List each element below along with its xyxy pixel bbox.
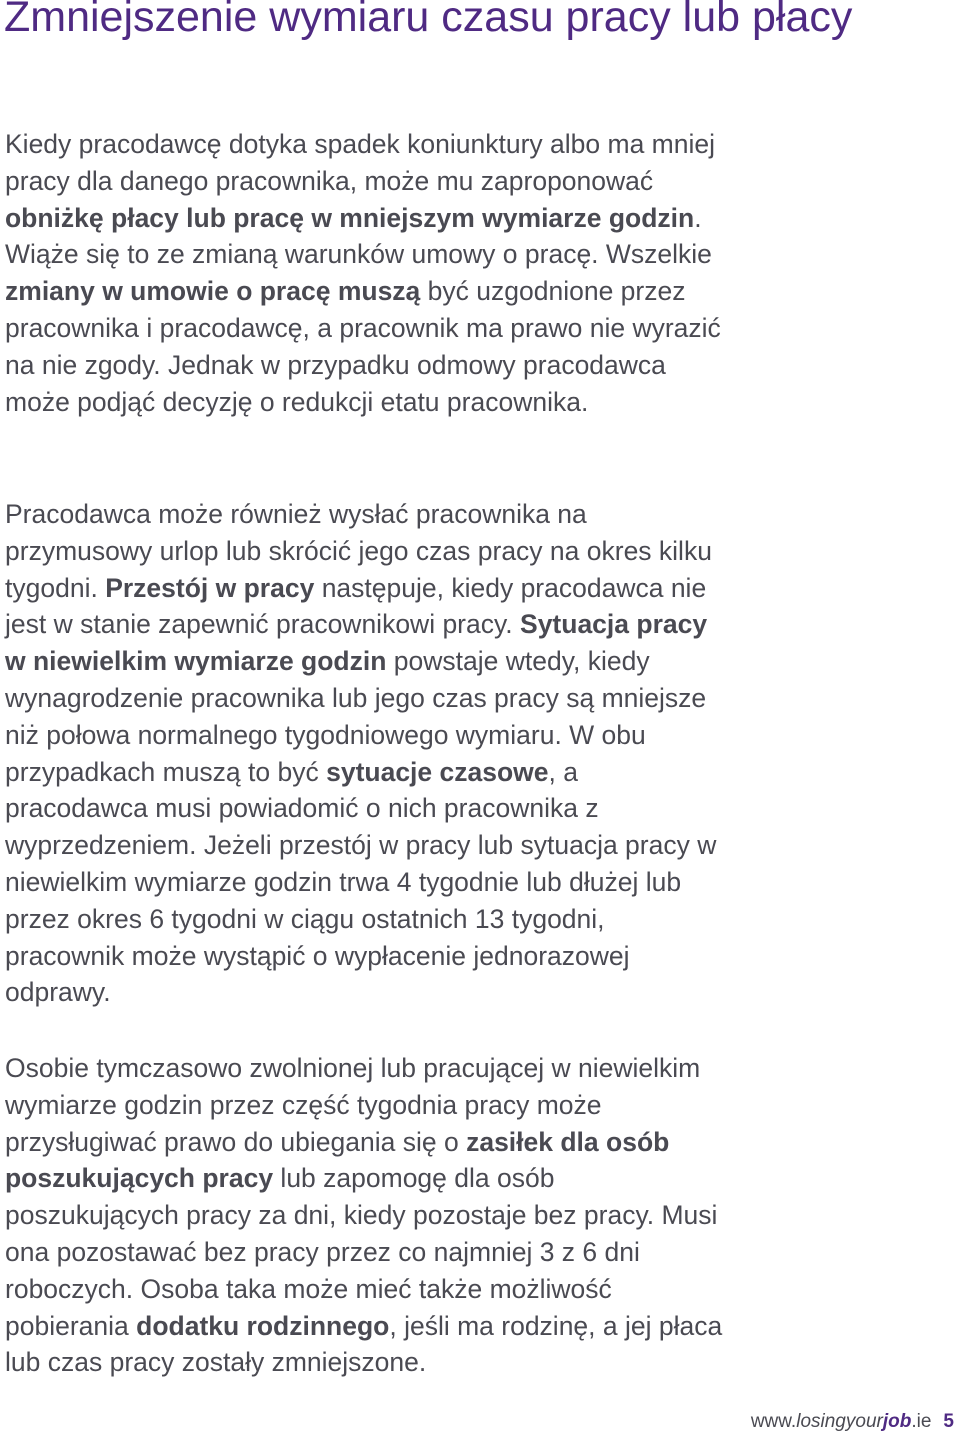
- emphasized-term: zmiany w umowie o pracę muszą: [5, 276, 421, 307]
- paragraph-text: . Wiąże się to ze zmianą warunków umowy o pracę. Wszelkie: [5, 202, 712, 270]
- emphasized-term: dodatku rodzinnego: [136, 1310, 390, 1341]
- page-number: 5: [943, 1411, 954, 1432]
- footer-url-suffix: .ie: [911, 1411, 932, 1432]
- paragraph-text: Kiedy pracodawcę dotyka spadek koniunktury albo ma mniej pracy dla danego pracownika, może mu zaproponować: [5, 129, 716, 196]
- page-footer: [751, 1410, 954, 1434]
- footer-website-link[interactable]: [751, 1411, 932, 1432]
- paragraph-text: być uzgodnione przez pracownika i pracodawcę, a pracownik ma prawo nie wyrazić na nie zgody. Jednak w przypadku odmowy pracodawca może podjąć decyzję o redukcji etatu pracownika.: [5, 276, 721, 417]
- emphasized-term: Sytuacja pracy w niewielkim wymiarze godzin: [5, 609, 708, 677]
- emphasized-term: sytuacje czasowe: [326, 756, 549, 787]
- paragraph-text: lub zapomogę dla osób poszukujących pracy za dni, kiedy pozostaje bez pracy. Musi ona pozostawać bez pracy przez co najmniej 3 z 6 dni roboczych. Osoba taka może mieć także możliwość pobierania: [5, 1163, 718, 1341]
- footer-url-job: job: [882, 1411, 912, 1432]
- emphasized-term: zasiłek dla osób poszukujących pracy: [5, 1126, 670, 1194]
- paragraph-intro: [5, 126, 725, 420]
- paragraph-text: Osobie tymczasowo zwolnionej lub pracującej w niewielkim wymiarze godzin przez część tygodnia pracy może przysługiwać prawo do ubiegania się o: [5, 1053, 701, 1157]
- paragraph-benefits: [5, 1050, 725, 1381]
- paragraph-text: powstaje wtedy, kiedy wynagrodzenie pracownika lub jego czas pracy są mniejsze niż połowa normalnego tygodniowego wymiaru. W obu przypadkach muszą to być: [5, 646, 707, 787]
- footer-url-your: your: [845, 1411, 883, 1432]
- page-title: Zmniejszenie wymiaru czasu pracy lub płacy: [4, 0, 853, 41]
- emphasized-term: Przestój w pracy: [105, 572, 315, 603]
- paragraph-text: , a pracodawca musi powiadomić o nich pracownika z wyprzedzeniem. Jeżeli przestój w pracy lub sytuacja pracy w niewielkim wymiarze godzin trwa 4 tygodnie lub dłużej lub przez okres 6 tygodni w ciągu ostatnich 13 tygodni, pracownik może wystąpić o wypłacenie jednorazowej odprawy.: [5, 756, 717, 1008]
- paragraph-layoff: [5, 496, 725, 1011]
- paragraph-text: , jeśli ma rodzinę, a jej płaca lub czas pracy zostały zmniejszone.: [5, 1310, 723, 1378]
- paragraph-text: Pracodawca może również wysłać pracownika na przymusowy urlop lub skrócić jego czas pracy na okres kilku tygodni.: [5, 499, 712, 603]
- emphasized-term: obniżkę płacy lub pracę w mniejszym wymiarze godzin: [5, 202, 695, 233]
- paragraph-text: następuje, kiedy pracodawca nie jest w stanie zapewnić pracownikowi pracy.: [5, 572, 707, 640]
- footer-url-prefix: www.: [750, 1411, 797, 1432]
- footer-url-losing: losing: [796, 1411, 846, 1432]
